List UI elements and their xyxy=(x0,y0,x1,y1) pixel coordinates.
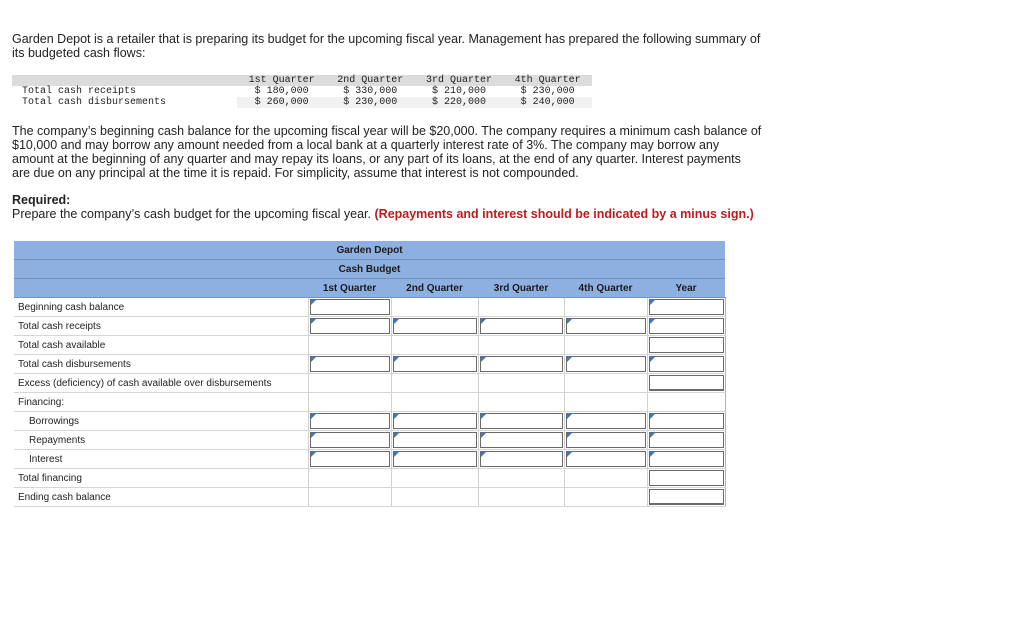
cell-q4 xyxy=(564,336,647,355)
summary-header-row xyxy=(12,75,592,86)
budget-row-ending-cash xyxy=(14,488,725,507)
input-repayments-year[interactable] xyxy=(649,432,724,448)
summary-value: $ 260,000 xyxy=(237,97,326,108)
input-interest-q2[interactable] xyxy=(393,451,477,467)
budget-company-name: Garden Depot xyxy=(14,241,725,260)
cell-q1 xyxy=(308,317,391,336)
cell-q4 xyxy=(564,488,647,507)
input-receipts-q2[interactable] xyxy=(393,318,477,334)
budget-col-q2: 2nd Quarter xyxy=(391,279,478,298)
cell-q3 xyxy=(478,488,564,507)
budget-row-repayments xyxy=(14,431,725,450)
budget-title-row xyxy=(14,260,725,279)
cell-year xyxy=(647,431,725,450)
input-receipts-year[interactable] xyxy=(649,318,724,334)
cell-q4 xyxy=(564,393,647,412)
output-ending-cash-year xyxy=(649,489,724,505)
cell-q4 xyxy=(564,412,647,431)
cell-q4 xyxy=(564,355,647,374)
problem-paragraph: The company’s beginning cash balance for the upcoming fiscal year will be $20,000. The company requires a minimum cash balance of $10,000 and may borrow any amount needed from a local bank at a quarterly interest rate of 3%. The company may borrow any amount at the beginning of any quarter and may repay its loans, or any part of its loans, at the end of any quarter. Interest payments are due on any principal at the time it is repaid. For simplicity, assume that interest is not compounded. xyxy=(12,124,762,180)
input-repayments-q1[interactable] xyxy=(310,432,390,448)
cell-q3 xyxy=(478,355,564,374)
cell-q2 xyxy=(391,298,478,317)
cell-year xyxy=(647,298,725,317)
budget-col-q3: 3rd Quarter xyxy=(478,279,564,298)
cell-q1 xyxy=(308,374,391,393)
cell-year xyxy=(647,355,725,374)
budget-row-borrowings xyxy=(14,412,725,431)
cell-year xyxy=(647,412,725,431)
cell-q2 xyxy=(391,469,478,488)
required-instruction: Prepare the company’s cash budget for the upcoming fiscal year. xyxy=(12,207,372,221)
cash-flow-summary-table xyxy=(12,75,592,108)
input-beginning-cash-year[interactable] xyxy=(649,299,724,315)
cell-q2 xyxy=(391,355,478,374)
summary-value: $ 240,000 xyxy=(503,97,592,108)
cell-q2 xyxy=(391,412,478,431)
required-text xyxy=(12,207,912,221)
intro-text: Garden Depot is a retailer that is preparing its budget for the upcoming fiscal year. Management has prepared the following summary of its budgeted cash flows: xyxy=(12,32,761,60)
cell-q2 xyxy=(391,336,478,355)
input-receipts-q4[interactable] xyxy=(566,318,646,334)
budget-row-interest xyxy=(14,450,725,469)
cell-q2 xyxy=(391,488,478,507)
input-interest-q3[interactable] xyxy=(480,451,563,467)
cell-q1 xyxy=(308,393,391,412)
budget-company-row xyxy=(14,241,725,260)
cell-year xyxy=(647,469,725,488)
cell-q2 xyxy=(391,317,478,336)
summary-header-q1: 1st Quarter xyxy=(248,75,315,86)
summary-value: $ 220,000 xyxy=(415,97,504,108)
input-disbursements-q4[interactable] xyxy=(566,356,646,372)
cell-q3 xyxy=(478,374,564,393)
summary-row-label: Total cash disbursements xyxy=(22,97,167,108)
summary-row-label: Total cash receipts xyxy=(22,86,137,97)
input-interest-q1[interactable] xyxy=(310,451,390,467)
input-disbursements-q2[interactable] xyxy=(393,356,477,372)
row-label: Total cash receipts xyxy=(14,317,308,336)
budget-col-year: Year xyxy=(647,279,725,298)
input-receipts-q1[interactable] xyxy=(310,318,390,334)
output-excess-year xyxy=(649,375,724,391)
cell-q4 xyxy=(564,298,647,317)
cell-year xyxy=(647,450,725,469)
cell-q2 xyxy=(391,393,478,412)
summary-value: $ 230,000 xyxy=(520,86,575,97)
row-label: Ending cash balance xyxy=(14,488,308,507)
cell-q3 xyxy=(478,336,564,355)
cell-year xyxy=(647,393,725,412)
input-interest-year[interactable] xyxy=(649,451,724,467)
row-label: Borrowings xyxy=(14,412,308,431)
cell-q4 xyxy=(564,317,647,336)
summary-header-q3: 3rd Quarter xyxy=(425,75,492,86)
cell-q1 xyxy=(308,469,391,488)
budget-row-excess xyxy=(14,374,725,393)
summary-header-blank xyxy=(12,75,237,86)
budget-header-blank xyxy=(14,279,308,298)
budget-col-q4: 4th Quarter xyxy=(564,279,647,298)
cell-q3 xyxy=(478,393,564,412)
summary-value: $ 180,000 xyxy=(254,86,309,97)
summary-header-q4: 4th Quarter xyxy=(514,75,581,86)
budget-row-financing-heading xyxy=(14,393,725,412)
cell-q2 xyxy=(391,450,478,469)
cell-q1 xyxy=(308,355,391,374)
output-total-financing-year xyxy=(649,470,724,486)
cell-q2 xyxy=(391,374,478,393)
cell-q1 xyxy=(308,431,391,450)
row-label: Repayments xyxy=(14,431,308,450)
row-label: Interest xyxy=(14,450,308,469)
row-label: Total cash disbursements xyxy=(14,355,308,374)
budget-row-disbursements xyxy=(14,355,725,374)
input-disbursements-q3[interactable] xyxy=(480,356,563,372)
input-receipts-q3[interactable] xyxy=(480,318,563,334)
summary-row-disbursements xyxy=(12,97,592,108)
input-repayments-q2[interactable] xyxy=(393,432,477,448)
input-repayments-q3[interactable] xyxy=(480,432,563,448)
input-beginning-cash-q1[interactable] xyxy=(310,299,390,315)
summary-value: $ 330,000 xyxy=(343,86,398,97)
cell-q4 xyxy=(564,431,647,450)
cell-q3 xyxy=(478,450,564,469)
input-borrowings-q2[interactable] xyxy=(393,413,477,429)
row-label: Beginning cash balance xyxy=(14,298,308,317)
cell-q4 xyxy=(564,469,647,488)
cash-budget-table xyxy=(14,241,726,507)
input-borrowings-q3[interactable] xyxy=(480,413,563,429)
cell-q1 xyxy=(308,412,391,431)
cell-q3 xyxy=(478,412,564,431)
summary-row-receipts xyxy=(12,86,592,97)
budget-column-header-row xyxy=(14,279,725,298)
summary-header-q2: 2nd Quarter xyxy=(337,75,404,86)
cell-q3 xyxy=(478,317,564,336)
required-title: Required: xyxy=(12,193,71,207)
cell-q1 xyxy=(308,336,391,355)
input-borrowings-q4[interactable] xyxy=(566,413,646,429)
cell-q1 xyxy=(308,298,391,317)
budget-row-total-financing xyxy=(14,469,725,488)
budget-title: Cash Budget xyxy=(14,260,725,279)
budget-row-beginning-cash xyxy=(14,298,725,317)
row-label: Total financing xyxy=(14,469,308,488)
row-label: Excess (deficiency) of cash available over disbursements xyxy=(14,374,308,393)
cell-q4 xyxy=(564,450,647,469)
input-borrowings-q1[interactable] xyxy=(310,413,390,429)
summary-value: $ 230,000 xyxy=(326,97,415,108)
cell-q3 xyxy=(478,431,564,450)
cell-year xyxy=(647,336,725,355)
cell-q1 xyxy=(308,488,391,507)
summary-value: $ 210,000 xyxy=(431,86,486,97)
budget-col-q1: 1st Quarter xyxy=(308,279,391,298)
row-label: Total cash available xyxy=(14,336,308,355)
input-repayments-q4[interactable] xyxy=(566,432,646,448)
input-interest-q4[interactable] xyxy=(566,451,646,467)
input-disbursements-year[interactable] xyxy=(649,356,724,372)
input-disbursements-q1[interactable] xyxy=(310,356,390,372)
cell-q1 xyxy=(308,450,391,469)
cell-q3 xyxy=(478,469,564,488)
row-label: Financing: xyxy=(14,393,308,412)
required-note: (Repayments and interest should be indicated by a minus sign.) xyxy=(374,207,754,221)
cell-year xyxy=(647,488,725,507)
cell-q4 xyxy=(564,374,647,393)
budget-row-cash-available xyxy=(14,336,725,355)
cell-q3 xyxy=(478,298,564,317)
cell-year xyxy=(647,317,725,336)
budget-row-receipts xyxy=(14,317,725,336)
cell-year xyxy=(647,374,725,393)
cell-q2 xyxy=(391,431,478,450)
input-borrowings-year[interactable] xyxy=(649,413,724,429)
output-cash-available-year xyxy=(649,337,724,353)
